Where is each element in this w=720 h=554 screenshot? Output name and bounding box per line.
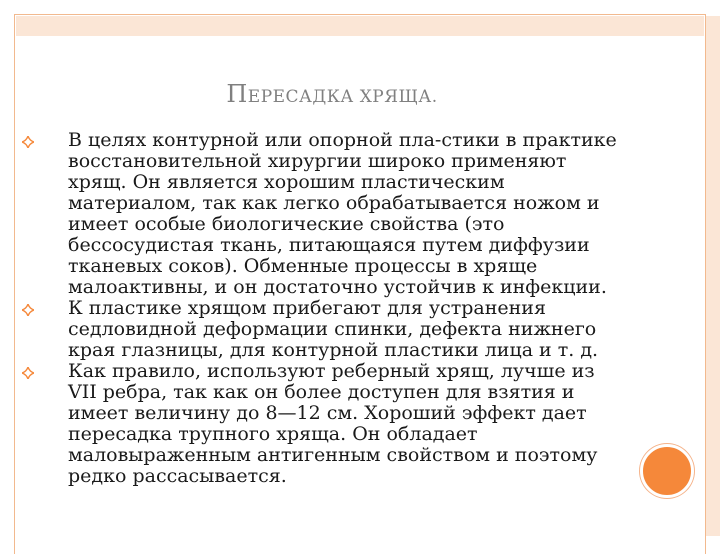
bullet-text: К пластике хрящом прибегают для устранения седловидной деформации спинки, дефекта нижнего края глазницы, для контурной пластики лица и т. д. xyxy=(68,297,599,361)
list-item xyxy=(18,361,638,487)
bullet-text: Как правило, используют реберный хрящ, лучше из VII ребра, так как он более доступен для взятия и имеет величину до 8—12 см. Хороший эффект дает пересадка трупного хряща. Он обладает маловыраженным антигенным свойством и поэтому редко рассасывается. xyxy=(68,360,598,487)
right-decorative-strip xyxy=(706,16,720,536)
fleuron-bullet-icon xyxy=(18,130,68,148)
bullet-list xyxy=(18,130,638,487)
bullet-text: В целях контурной или опорной пла-стики в практике восстановительной хирургии широко применяют хрящ. Он является хорошим пластическим материалом, так как легко обрабатывается ножом и имеет особые биологические свойства (это бессосудистая ткань, питающаяся путем диффузии тканевых соков). Обменные процессы в хряще малоактивны, и он достаточно устойчив к инфекции. xyxy=(68,129,617,298)
list-item xyxy=(18,298,638,361)
slide-title-initial: П xyxy=(226,80,248,108)
top-decorative-strip xyxy=(16,16,704,36)
list-item xyxy=(18,130,638,298)
fleuron-bullet-icon xyxy=(18,298,68,316)
slide-title-rest: ЕРЕСАДКА ХРЯЩА. xyxy=(247,87,438,107)
slide-title xyxy=(0,80,664,108)
orange-circle-decoration xyxy=(640,444,694,498)
fleuron-bullet-icon xyxy=(18,361,68,379)
